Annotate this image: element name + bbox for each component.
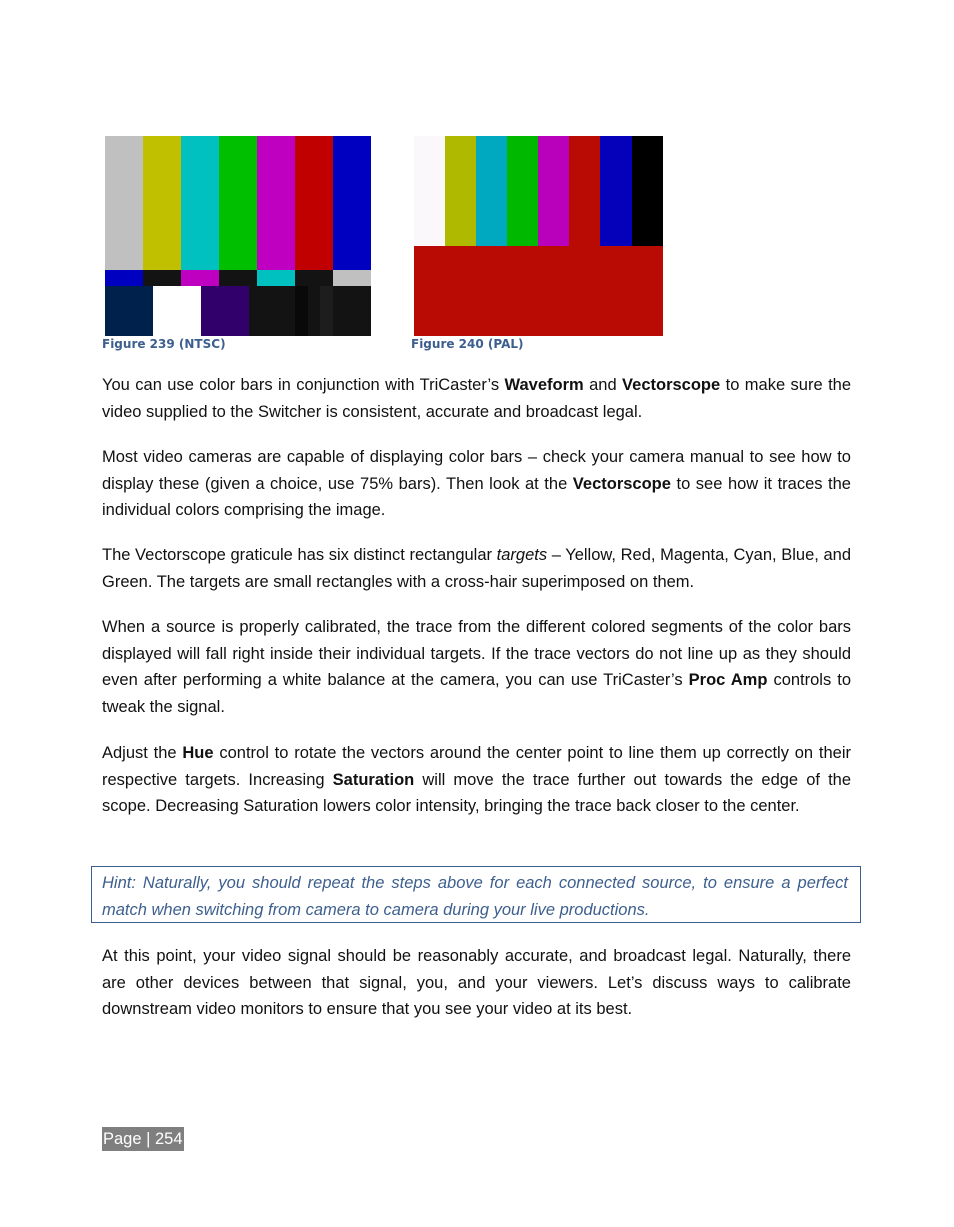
text-run: control to rotate the vectors around the center point to line them up correctly on their respective targets. Increasing: [102, 744, 851, 789]
text-run: Most video cameras are capable of displaying color bars – check your camera manual to see how to display these (given a choice, use 75% bars). Then look at the: [102, 448, 851, 493]
term-proc-amp: Proc Amp: [688, 671, 768, 690]
text-run: The Vectorscope graticule has six distinct rectangular: [102, 546, 497, 564]
ntsc-mid-gray: [333, 270, 371, 286]
ntsc-mid-black: [295, 270, 333, 286]
text-run: to make sure the video supplied to the Switcher is consistent, accurate and broadcast legal.: [102, 376, 852, 421]
ntsc-mid-blue: [105, 270, 143, 286]
pal-bar-red: [569, 136, 600, 246]
paragraph-hue-saturation: [102, 740, 851, 820]
pal-bar-cyan: [476, 136, 507, 246]
term-waveform: Waveform: [504, 376, 584, 394]
ntsc-pluge-white: [153, 286, 201, 336]
pal-bar-green: [507, 136, 538, 246]
figure-caption-ntsc: Figure 239 (NTSC): [102, 337, 226, 351]
ntsc-pluge-black: [308, 286, 320, 336]
term-hue: Hue: [182, 744, 214, 762]
pal-bar-magenta: [538, 136, 569, 246]
page-number: Page | 254: [102, 1127, 184, 1151]
pal-color-bars-image: [414, 136, 663, 336]
pal-bar-yellow: [445, 136, 476, 246]
pal-bar-black: [632, 136, 663, 246]
ntsc-bar-red: [295, 136, 333, 270]
text-run: and: [583, 376, 623, 394]
term-vectorscope: Vectorscope: [622, 376, 721, 394]
text-run: When a source is properly calibrated, the trace from the different colored segments of the color bars displayed will fall right inside their individual targets. If the trace vectors do not line up as they should even after performing a white balance at the camera, you can use TriCaster’s: [102, 618, 851, 690]
term-vectorscope: Vectorscope: [572, 474, 671, 493]
ntsc-pluge-black: [333, 286, 371, 336]
ntsc-pluge-black: [249, 286, 295, 336]
text-run: controls to tweak the signal.: [102, 671, 851, 717]
ntsc-bar-gray: [105, 136, 143, 270]
ntsc-bar-yellow: [143, 136, 181, 270]
paragraph-color-bars-intro: [102, 372, 851, 425]
ntsc-bar-blue: [333, 136, 371, 270]
pal-bar-blue: [600, 136, 632, 246]
ntsc-mid-cyan: [257, 270, 295, 286]
ntsc-bar-magenta: [257, 136, 295, 270]
term-targets: targets: [496, 546, 548, 564]
hint-box: Hint: Naturally, you should repeat the steps above for each connected source, to ensure a perfect match when switching from camera to camera during your live productions.: [91, 866, 861, 923]
ntsc-pluge-purple: [201, 286, 249, 336]
figure-caption-pal: Figure 240 (PAL): [411, 337, 524, 351]
text-run: You can use color bars in conjunction with TriCaster’s: [102, 376, 505, 394]
ntsc-mid-magenta: [181, 270, 219, 286]
text-run: to see how it traces the individual colors comprising the image.: [102, 474, 851, 520]
text-run: – Yellow, Red, Magenta, Cyan, Blue, and Green. The targets are small rectangles with a cross-hair superimposed on them.: [102, 546, 851, 591]
ntsc-bar-green: [219, 136, 257, 270]
paragraph-calibration: [102, 614, 851, 721]
ntsc-pluge-light: [320, 286, 333, 336]
ntsc-mid-black: [143, 270, 181, 286]
paragraph-graticule: [102, 542, 851, 595]
ntsc-pluge-navy: [105, 286, 153, 336]
term-saturation: Saturation: [332, 770, 415, 789]
pal-bar-white: [414, 136, 445, 246]
text-run: will move the trace further out towards the edge of the scope. Decreasing Saturation lowers color intensity, bringing the trace back closer to the center.: [102, 770, 852, 816]
ntsc-bar-cyan: [181, 136, 219, 270]
text-run: Adjust the: [102, 744, 183, 762]
ntsc-pluge-dark: [295, 286, 308, 336]
ntsc-color-bars-image: [105, 136, 371, 336]
paragraph-conclusion: At this point, your video signal should be reasonably accurate, and broadcast legal. Naturally, there are other devices between that signal, you, and your viewers. Let’s discuss ways to calibrate downstream video monitors to ensure that you see your video at its best.: [102, 947, 851, 1019]
ntsc-mid-black: [219, 270, 257, 286]
paragraph-camera-bars: [102, 444, 851, 524]
